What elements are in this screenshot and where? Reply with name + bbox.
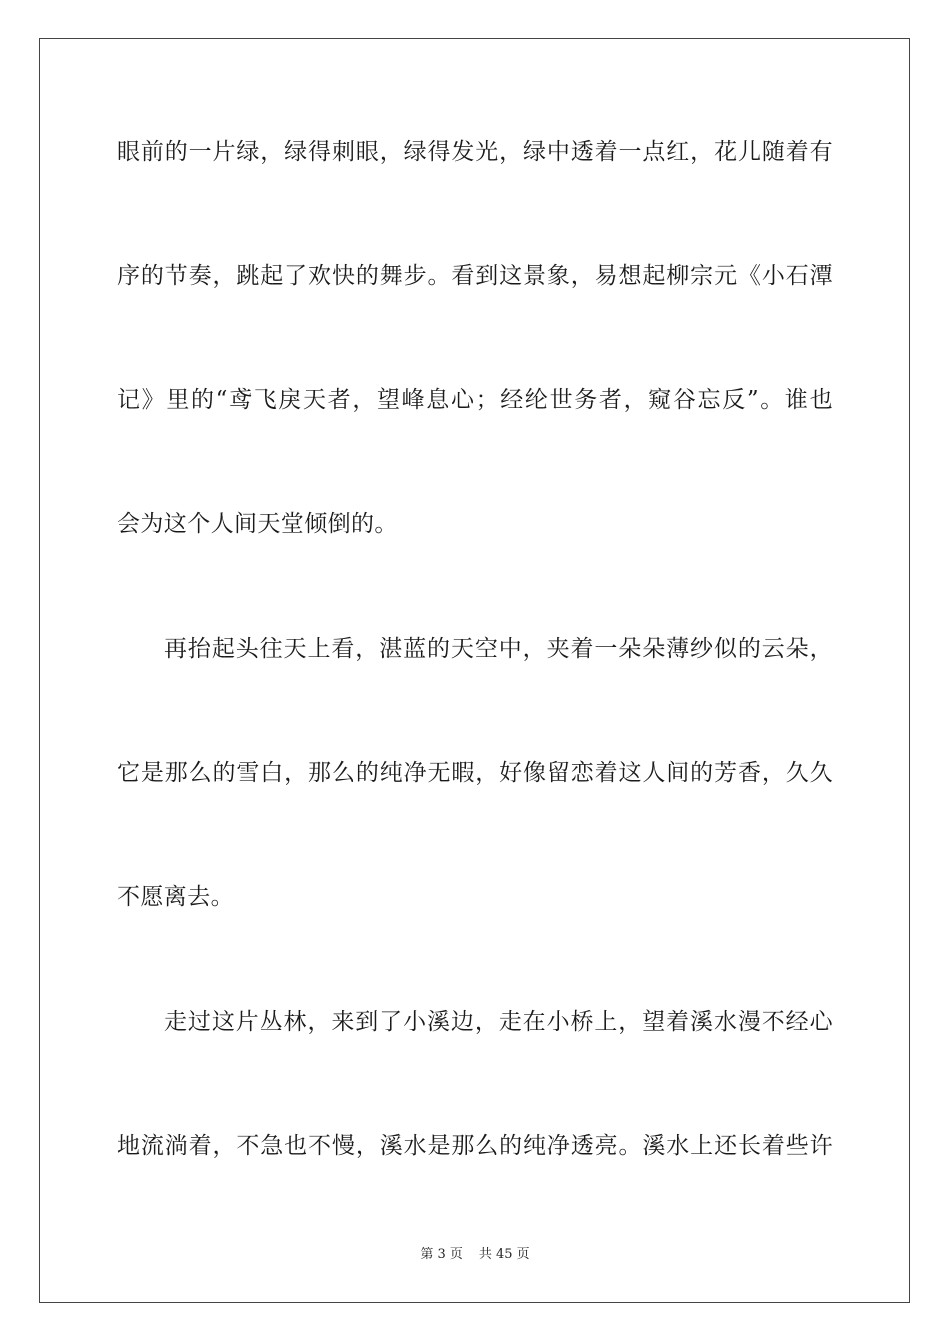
text-line: 地流淌着，不急也不慢，溪水是那么的纯净透亮。溪水上还长着些许 <box>117 1133 833 1159</box>
page-border <box>39 38 910 1303</box>
text-line: 序的节奏，跳起了欢快的舞步。看到这景象，易想起柳宗元《小石潭 <box>117 263 833 289</box>
page-number: 第 3 页 <box>420 1247 463 1262</box>
text-line: 会为这个人间天堂倾倒的。 <box>117 511 398 537</box>
text-line: 记》里的“鸢飞戾天者，望峰息心；经纶世务者，窥谷忘反”。谁也 <box>117 387 833 413</box>
total-pages: 共 45 页 <box>478 1247 530 1262</box>
text-line: 不愿离去。 <box>117 884 234 910</box>
text-line: 走过这片丛林，来到了小溪边，走在小桥上，望着溪水漫不经心 <box>164 1009 833 1035</box>
text-line: 再抬起头往天上看，湛蓝的天空中，夹着一朵朵薄纱似的云朵， <box>164 636 833 662</box>
text-line: 它是那么的雪白，那么的纯净无暇，好像留恋着这人间的芳香，久久 <box>117 760 833 786</box>
text-line: 眼前的一片绿，绿得刺眼，绿得发光，绿中透着一点红，花儿随着有 <box>117 139 833 165</box>
page-footer <box>0 1246 950 1264</box>
